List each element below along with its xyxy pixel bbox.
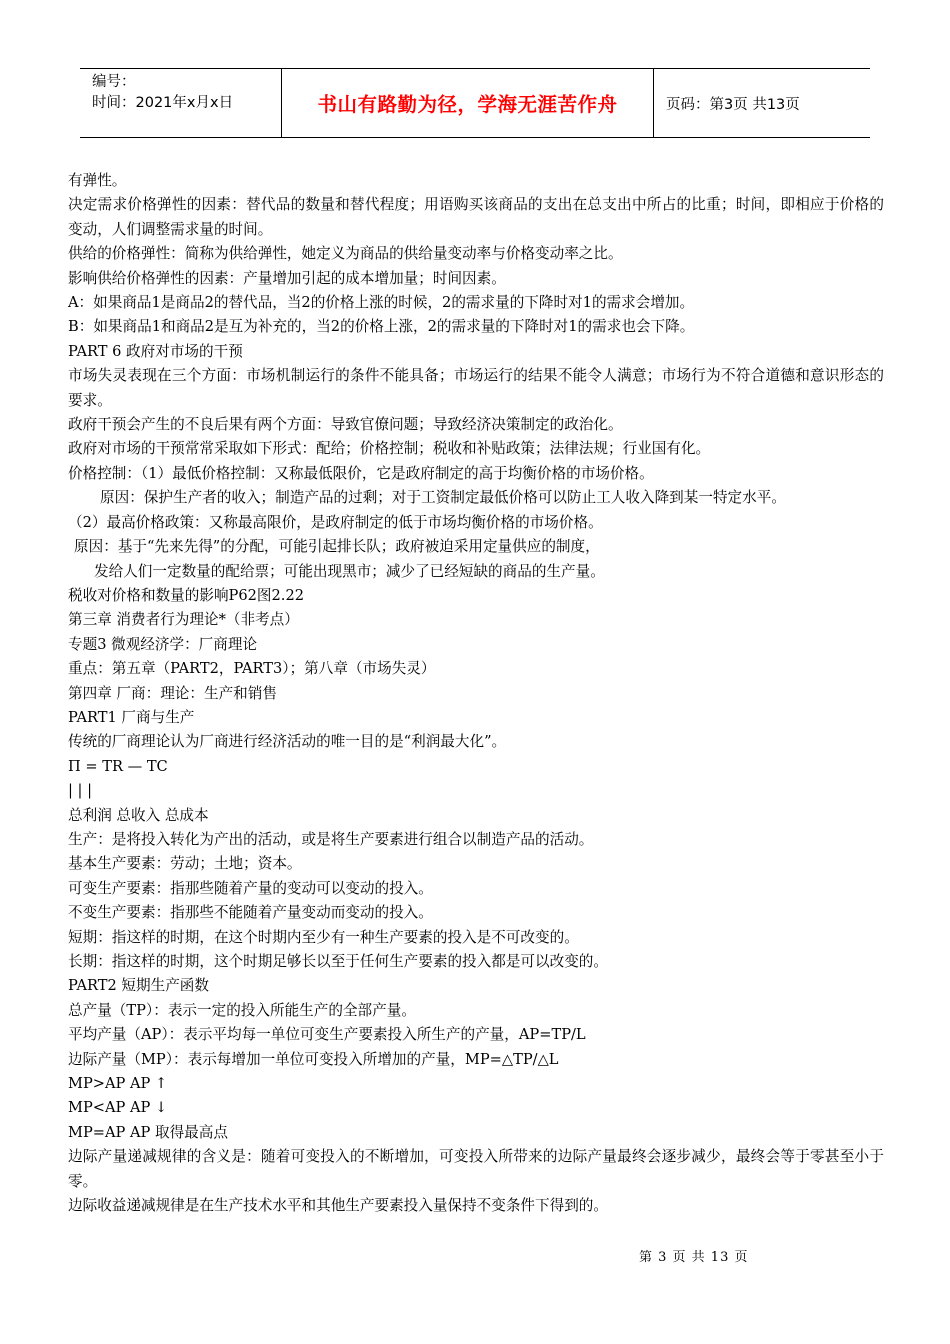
body-paragraph: 第三章 消费者行为理论*（非考点） [68,611,299,629]
header-meta-cell [80,69,282,137]
body-paragraph: PART 6 政府对市场的干预 [68,342,243,360]
body-paragraph: Π = TR — TC [68,757,168,775]
body-paragraph: 政府对市场的干预常常采取如下形式：配给；价格控制；税收和补贴政策；法律法规；行业国有化。 [68,440,711,458]
body-paragraph: 短期：指这样的时期，在这个时期内至少有一种生产要素的投入是不可改变的。 [68,928,579,946]
body-paragraph: 传统的厂商理论认为厂商进行经济活动的唯一目的是“利润最大化”。 [68,733,507,751]
body-paragraph: | | | [68,782,93,800]
body-paragraph: MP<AP AP ↓ [68,1099,168,1117]
body-paragraph: 总产量（TP）：表示一定的投入所能生产的全部产量。 [68,1001,416,1019]
header-page-cell [654,69,870,137]
body-paragraph: 总利润 总收入 总成本 [68,806,209,824]
body-paragraph: 市场失灵表现在三个方面：市场机制运行的条件不能具备；市场运行的结果不能令人满意；市场行为不符合道德和意识形态的要求。 [68,367,884,409]
body-paragraph: 有弹性。 [68,172,127,189]
header-motto: 书山有路勤为径，学海无涯苦作舟 [317,93,618,116]
body-paragraph: 决定需求价格弹性的因素：替代品的数量和替代程度；用语购买该商品的支出在总支出中所占的比重；时间，即相应于价格的变动，人们调整需求量的时间。 [68,196,884,238]
body-paragraph: 供给的价格弹性：简称为供给弹性，她定义为商品的供给量变动率与价格变动率之比。 [68,245,623,263]
body-paragraph: A：如果商品1是商品2的替代品，当2的价格上涨的时候，2的需求量的下降时对1的需求会增加。 [68,294,695,312]
body-paragraph: MP>AP AP ↑ [68,1075,168,1093]
body-paragraph: B：如果商品1和商品2是互为补充的，当2的价格上涨，2的需求量的下降时对1的需求也会下降。 [68,318,695,336]
body-paragraph: （2）最高价格政策：又称最高限价，是政府制定的低于市场均衡价格的市场价格。 [68,513,603,531]
document-body [68,169,884,1218]
body-paragraph: 长期：指这样的时期，这个时期足够长以至于任何生产要素的投入都是可以改变的。 [68,953,608,970]
body-paragraph: 边际产量（MP）：表示每增加一单位可变投入所增加的产量，MP=△TP/△L [68,1050,559,1068]
body-paragraph: 影响供给价格弹性的因素：产量增加引起的成本增加量；时间因素。 [68,269,506,287]
page-header [80,68,870,138]
body-paragraph: 第四章 厂商：理论：生产和销售 [68,684,277,702]
body-paragraph: 专题3 微观经济学：厂商理论 [68,635,258,653]
body-paragraph: 基本生产要素：劳动；土地；资本。 [68,855,302,873]
body-paragraph: 生产：是将投入转化为产出的活动，或是将生产要素进行组合以制造产品的活动。 [68,830,594,848]
body-paragraph: 发给人们一定数量的配给票；可能出现黑市；减少了已经短缺的商品的生产量。 [94,562,605,580]
document-number-label: 编号： [92,74,136,90]
body-paragraph: 可变生产要素：指那些随着产量的变动可以变动的投入。 [68,879,433,897]
body-paragraph: 重点：第五章（PART2，PART3）；第八章（市场失灵） [68,660,436,678]
body-paragraph: 政府干预会产生的不良后果有两个方面：导致官僚问题；导致经济决策制定的政治化。 [68,416,623,434]
page-footer: 第 3 页 共 13 页 [639,1250,749,1265]
body-paragraph: 边际收益递减规律是在生产技术水平和其他生产要素投入量保持不变条件下得到的。 [68,1197,608,1215]
header-motto-cell [282,69,654,137]
body-paragraph: PART1 厂商与生产 [68,708,195,726]
body-paragraph: MP=AP AP 取得最高点 [68,1123,228,1141]
body-paragraph: 原因：保护生产者的收入；制造产品的过剩；对于工资制定最低价格可以防止工人收入降到某一特定水平。 [100,489,786,507]
body-paragraph: 价格控制：（1）最低价格控制：又称最低限价，它是政府制定的高于均衡价格的市场价格。 [68,464,654,482]
body-paragraph: 税收对价格和数量的影响P62图2.22 [68,586,305,604]
body-paragraph: PART2 短期生产函数 [68,977,209,995]
body-paragraph: 原因：基于“先来先得”的分配，可能引起排长队；政府被迫采用定量供应的制度， [74,538,600,556]
document-date: 时间：2021年x月x日 [92,95,234,111]
body-paragraph: 不变生产要素：指那些不能随着产量变动而变动的投入。 [68,904,433,922]
header-page-info: 页码：第3页 共13页 [666,96,800,113]
body-paragraph: 边际产量递减规律的含义是：随着可变投入的不断增加，可变投入所带来的边际产量最终会逐步减少，最终会等于零甚至小于零。 [68,1148,884,1190]
body-paragraph: 平均产量（AP）：表示平均每一单位可变生产要素投入所生产的产量，AP=TP/L [68,1026,586,1044]
